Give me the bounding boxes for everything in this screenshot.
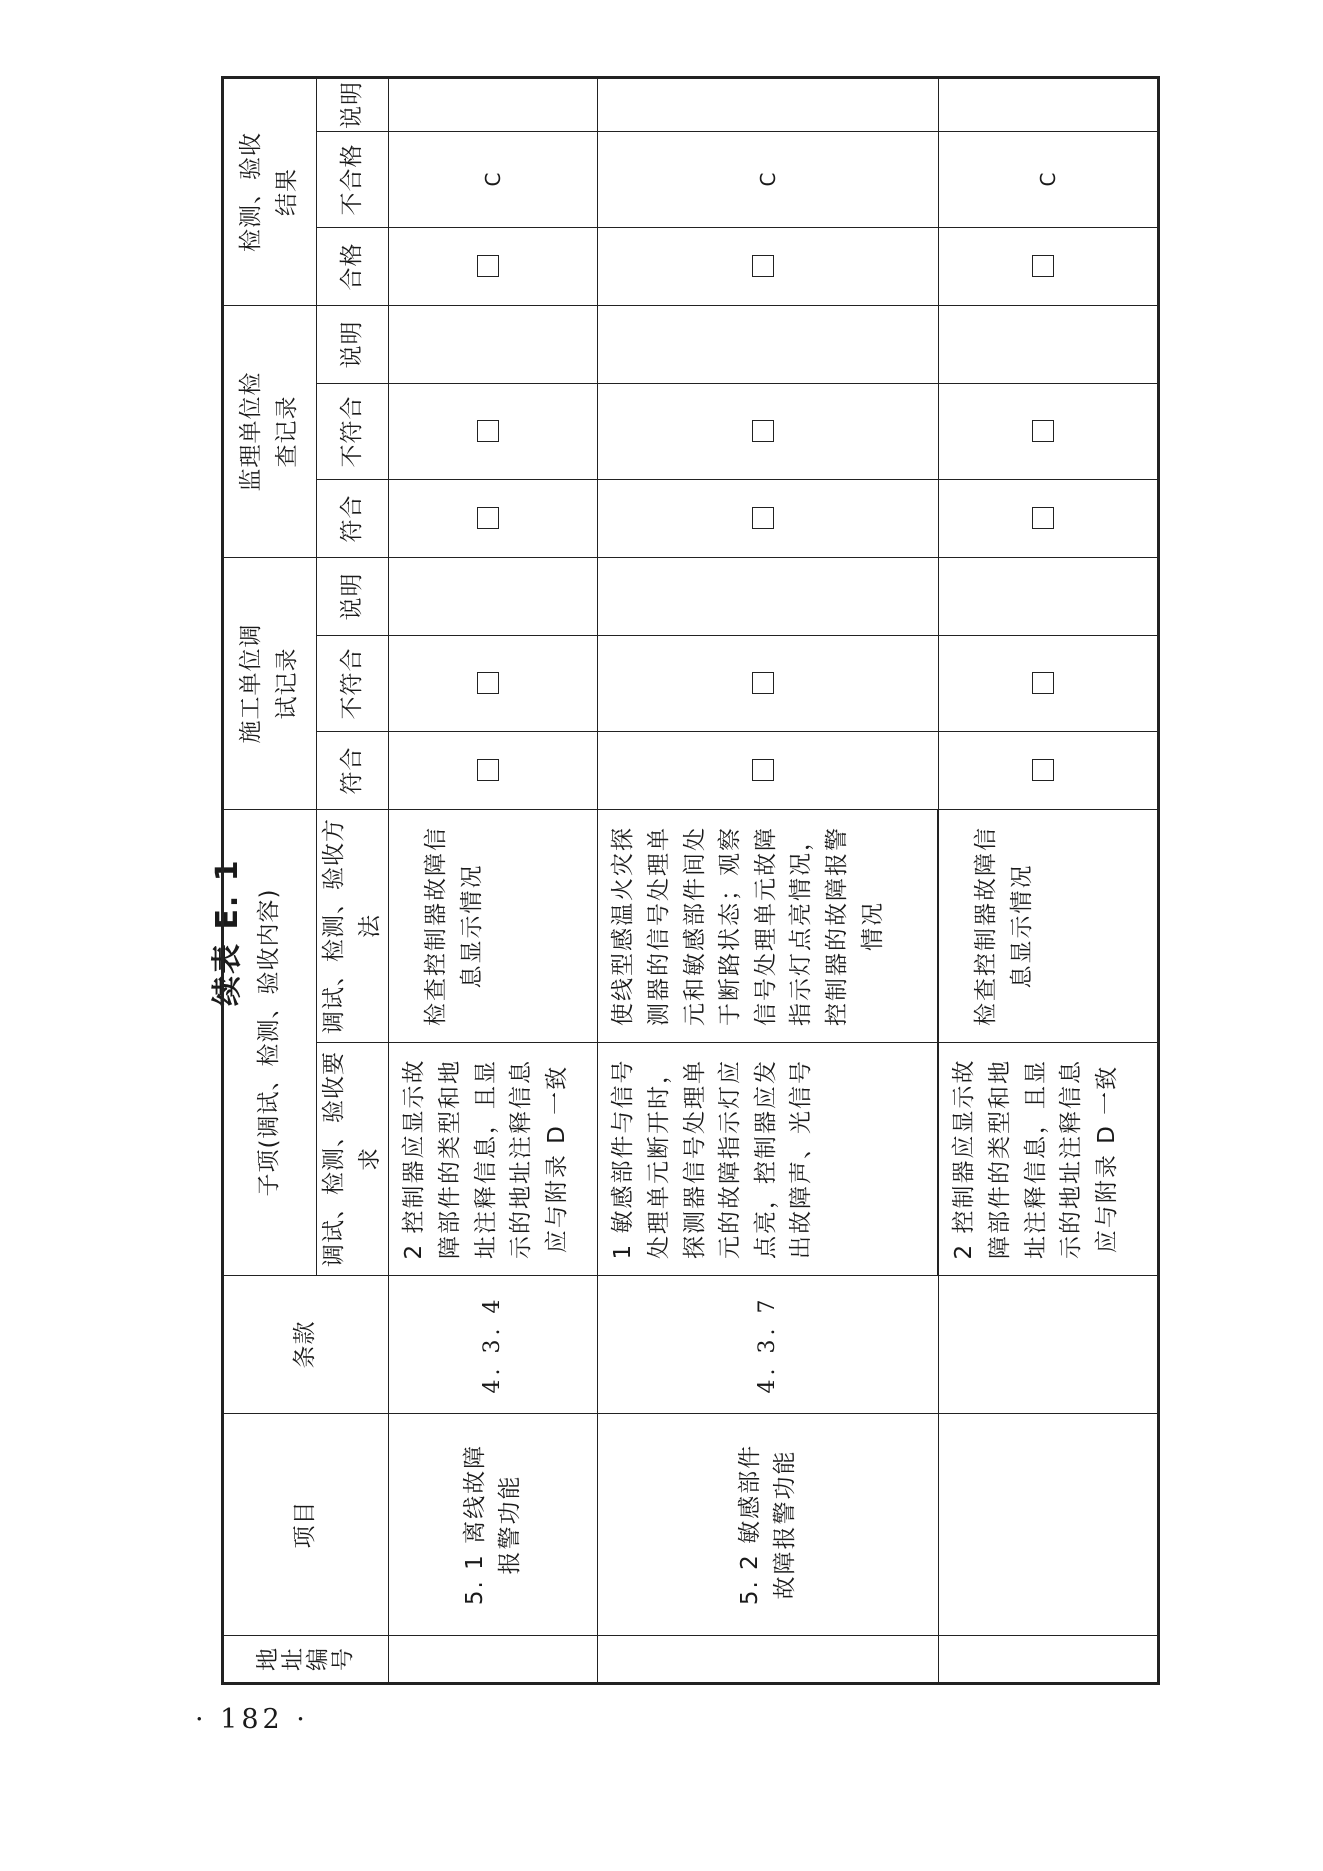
header-conform-supervision: 符合 — [317, 479, 389, 557]
requirement-cell: 2 控制器应显示故障部件的类型和地址注释信息，且显示的地址注释信息应与附录 D 一致 — [939, 1043, 1159, 1276]
result-note-cell[interactable] — [598, 77, 939, 131]
supervision-nonconform-checkbox[interactable] — [389, 383, 598, 479]
address-cell — [598, 1636, 939, 1684]
page-number: · 182 · — [195, 1704, 309, 1735]
header-result: 检测、验收结果 — [223, 77, 317, 305]
requirement-cell: 1 敏感部件与信号处理单元断开时，探测器信号处理单元的故障指示灯应点亮，控制器应发出故障声、光信号 — [598, 1043, 938, 1276]
construction-conform-checkbox[interactable] — [939, 731, 1159, 809]
construction-nonconform-checkbox[interactable] — [939, 635, 1159, 731]
result-pass-checkbox[interactable] — [598, 227, 939, 305]
construction-nonconform-checkbox[interactable] — [598, 635, 939, 731]
header-nonconform-construction: 不符合 — [317, 635, 389, 731]
clause-cell: 4. 3. 4 — [389, 1276, 598, 1414]
construction-note-cell[interactable] — [939, 557, 1159, 635]
clause-cell — [939, 1276, 1159, 1414]
table-container — [221, 80, 1130, 1685]
construction-conform-checkbox[interactable] — [598, 731, 939, 809]
header-supervision: 监理单位检查记录 — [223, 305, 317, 557]
table-row — [598, 77, 938, 1683]
method-cell: 检查控制器故障信息显示情况 — [939, 809, 1159, 1042]
supervision-conform-checkbox[interactable] — [598, 479, 939, 557]
header-pass: 合格 — [317, 227, 389, 305]
table-caption: 续表 E. 1 — [210, 858, 245, 1006]
supervision-note-cell[interactable] — [939, 305, 1159, 383]
supervision-note-cell[interactable] — [598, 305, 939, 383]
requirement-cell: 2 控制器应显示故障部件的类型和地址注释信息，且显示的地址注释信息应与附录 D 一致 — [389, 1043, 598, 1276]
header-note-construction: 说明 — [317, 557, 389, 635]
address-cell — [389, 1636, 598, 1684]
header-note-result: 说明 — [317, 77, 389, 131]
method-cell: 使线型感温火灾探测器的信号处理单元和敏感部件间处于断路状态；观察信号处理单元故障指示灯点亮情况，控制器的故障报警情况 — [598, 809, 938, 1042]
result-note-cell[interactable] — [389, 77, 598, 131]
rotated-table — [221, 80, 1130, 1685]
header-method: 调试、检测、验收方法 — [317, 809, 389, 1042]
result-pass-checkbox[interactable] — [389, 227, 598, 305]
item-cell: 5. 2 敏感部件故障报警功能 — [598, 1414, 939, 1636]
header-nonconform-supervision: 不符合 — [317, 383, 389, 479]
result-fail-mark[interactable]: C — [389, 131, 598, 227]
construction-note-cell[interactable] — [598, 557, 939, 635]
supervision-nonconform-checkbox[interactable] — [598, 383, 939, 479]
result-fail-mark[interactable]: C — [598, 131, 939, 227]
table-row — [939, 77, 1159, 1683]
header-address-no: 地址编号 — [223, 1636, 389, 1684]
header-construction: 施工单位调试记录 — [223, 557, 317, 809]
table-row — [389, 77, 598, 1683]
result-fail-mark[interactable]: C — [939, 131, 1159, 227]
result-pass-checkbox[interactable] — [939, 227, 1159, 305]
header-item: 项目 — [223, 1414, 389, 1636]
acceptance-table — [221, 76, 1160, 1685]
address-cell — [939, 1636, 1159, 1684]
supervision-conform-checkbox[interactable] — [939, 479, 1159, 557]
header-fail: 不合格 — [317, 131, 389, 227]
construction-conform-checkbox[interactable] — [389, 731, 598, 809]
header-conform-construction: 符合 — [317, 731, 389, 809]
header-note-supervision: 说明 — [317, 305, 389, 383]
header-requirement: 调试、检测、验收要求 — [317, 1043, 389, 1276]
supervision-nonconform-checkbox[interactable] — [939, 383, 1159, 479]
clause-cell: 4. 3. 7 — [598, 1276, 939, 1414]
item-cell: 5. 1 离线故障报警功能 — [389, 1414, 598, 1636]
method-cell: 检查控制器故障信息显示情况 — [389, 809, 598, 1042]
item-cell — [939, 1414, 1159, 1636]
construction-nonconform-checkbox[interactable] — [389, 635, 598, 731]
header-clause: 条款 — [223, 1276, 389, 1414]
construction-note-cell[interactable] — [389, 557, 598, 635]
header-row-1 — [223, 77, 317, 1683]
supervision-conform-checkbox[interactable] — [389, 479, 598, 557]
header-subitem: 子项(调试、检测、验收内容) — [223, 809, 317, 1275]
supervision-note-cell[interactable] — [389, 305, 598, 383]
result-note-cell[interactable] — [939, 77, 1159, 131]
